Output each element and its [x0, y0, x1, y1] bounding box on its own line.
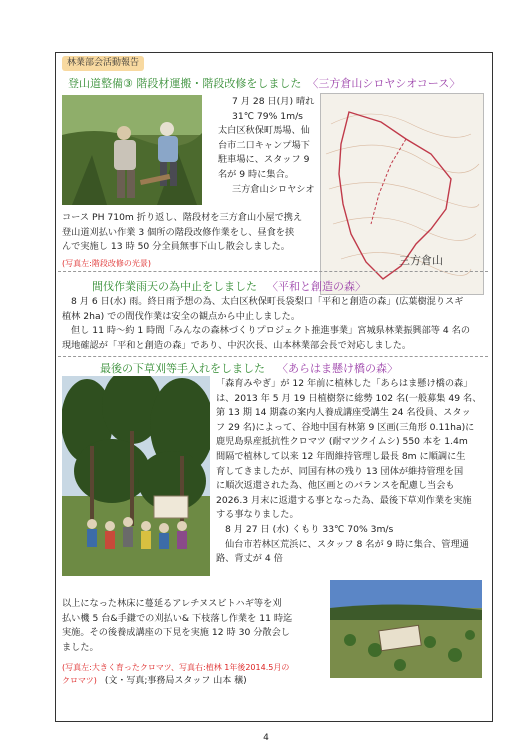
section2-title: 間伐作業雨天の為中止をしました	[92, 280, 257, 293]
s3-line: 育してきましたが、同国有林の残り 13 団体が維持管理を国	[216, 465, 464, 477]
s3-line: 路、背丈が 4 倍	[216, 553, 283, 565]
author-credit: (文・写真;事務局スタッフ 山本 穣)	[104, 676, 247, 686]
s3-line: 「森育みやぎ」が 12 年前に植林した「あらはま懸け橋の森」	[216, 378, 473, 389]
section1-heading	[68, 75, 460, 91]
section2-heading	[92, 278, 366, 294]
s1-line: 太白区秋保町馬場、仙	[218, 125, 310, 137]
section3-caption-block	[62, 661, 330, 688]
s1-line: 台市二口キャンプ場下	[218, 139, 310, 151]
section2-body	[62, 295, 488, 353]
s3-line: に順次返還された為、他区画とのバランスを配慮し当会も	[216, 480, 455, 492]
s2-paragraph: 但し 11 時～約 1 時間「みんなの森林づくりプロジェクト推進事業」宮城県林業振興部等 4 名の	[71, 325, 471, 337]
section3-right-text	[216, 377, 490, 567]
s1-paragraph: 登山道刈払い作業 3 個所の階段改修作業をし、昼食を挟	[62, 226, 295, 238]
trail-work-photo	[62, 95, 202, 205]
s1-line: 31℃ 79% 1m/s	[232, 110, 303, 122]
map-label: 三方倉山	[399, 254, 443, 267]
section1-title: 登山道整備③ 階段材運搬・階段改修をしました	[68, 77, 302, 90]
trail-map	[320, 93, 484, 295]
section2-subtitle: 〈平和と創造の森〉	[267, 280, 366, 293]
s3-line: 実施。その後養成講座の下見を実施 12 時 30 分散会し	[62, 627, 290, 639]
section3-subtitle: 〈あらはま懸け橋の森〉	[277, 362, 398, 375]
section3-caption-cont: クロマツ)	[62, 676, 97, 685]
s3-line: は、2013 年 5 月 19 日植樹祭に総勢 102 名(一般募集 49 名、	[216, 392, 482, 404]
section1-caption: (写真左:階段改修の光景)	[62, 258, 151, 268]
section-divider	[58, 271, 488, 272]
page-number: 4	[263, 733, 269, 743]
section-divider	[58, 356, 488, 357]
section-badge: 林業部会活動報告	[62, 56, 144, 71]
s3-line: 8 月 27 日 (水) くもり 33℃ 70% 3m/s	[225, 523, 394, 535]
s1-paragraph: んで実施し 13 時 50 分全員無事下山し散会しました。	[62, 241, 290, 253]
section1-weather-text	[218, 95, 318, 197]
s1-paragraph: コース PH 710m 折り返し、階段材を三方倉山小屋で携え	[62, 212, 303, 223]
s2-paragraph: 現地確認が「平和と創造の森」であり、中沢次長、山本林業部会長で対応しました。	[62, 339, 412, 351]
s3-line: 以上になった林床に蔓延るアレチヌスビトハギ等を刈	[62, 598, 282, 609]
section3-title: 最後の下草刈等手入れをしました	[100, 362, 265, 375]
s1-line: 7 月 28 日(月) 晴れ	[232, 96, 315, 107]
s3-line: 鹿児島県産抵抗性クロマツ (耐マツクイムシ) 550 本を 1.4m	[216, 436, 468, 448]
section3-caption: (写真左:大きく育ったクロマツ、写真右:植林 1年後2014.5月の	[62, 663, 290, 672]
s1-line: 駐車場に、スタッフ 9	[218, 154, 310, 166]
s3-line: 2026.3 月末に返還する事となった為、最後下草刈作業を実施	[216, 494, 472, 506]
section1-subtitle: 〈三方倉山シロヤシオコース〉	[307, 77, 461, 90]
pine-forest-photo	[62, 376, 210, 576]
s2-paragraph: 8 月 6 日(水) 雨。終日雨予想の為、太白区秋保町長袋梨口「平和と創造の森」(広葉樹混りスギ	[71, 296, 464, 307]
section1-body	[62, 211, 324, 271]
s3-line: 第 13 期 14 期森の案内人養成講座受講生 24 名役員、スタッ	[216, 407, 471, 419]
section3-heading	[100, 360, 398, 376]
s1-line: 三方倉山シロヤシオ	[232, 183, 315, 195]
s2-paragraph: 植林 2ha) での間伐作業は安全の観点から中止しました。	[62, 310, 301, 322]
s3-line: 仙台市若林区荒浜に、スタッフ 8 名が 9 時に集合、管理通	[225, 538, 469, 550]
s3-line: する事なりました。	[216, 509, 299, 521]
s3-line: ました。	[62, 641, 99, 653]
s3-line: 払い機 5 台&手鎌での刈払い& 下枝落し作業を 11 時迄	[62, 612, 293, 624]
section3-bottom-text	[62, 597, 326, 655]
s3-line: フ 29 名)によって、谷地中国有林第 9 区画(三角形 0.11ha)に	[216, 421, 475, 433]
s1-line: 名が 9 時に集合。	[218, 168, 294, 180]
young-pine-photo	[330, 580, 482, 678]
s3-line: 間隔で植林して以来 12 年間維持管理し最長 8m に順調に生	[216, 450, 466, 462]
